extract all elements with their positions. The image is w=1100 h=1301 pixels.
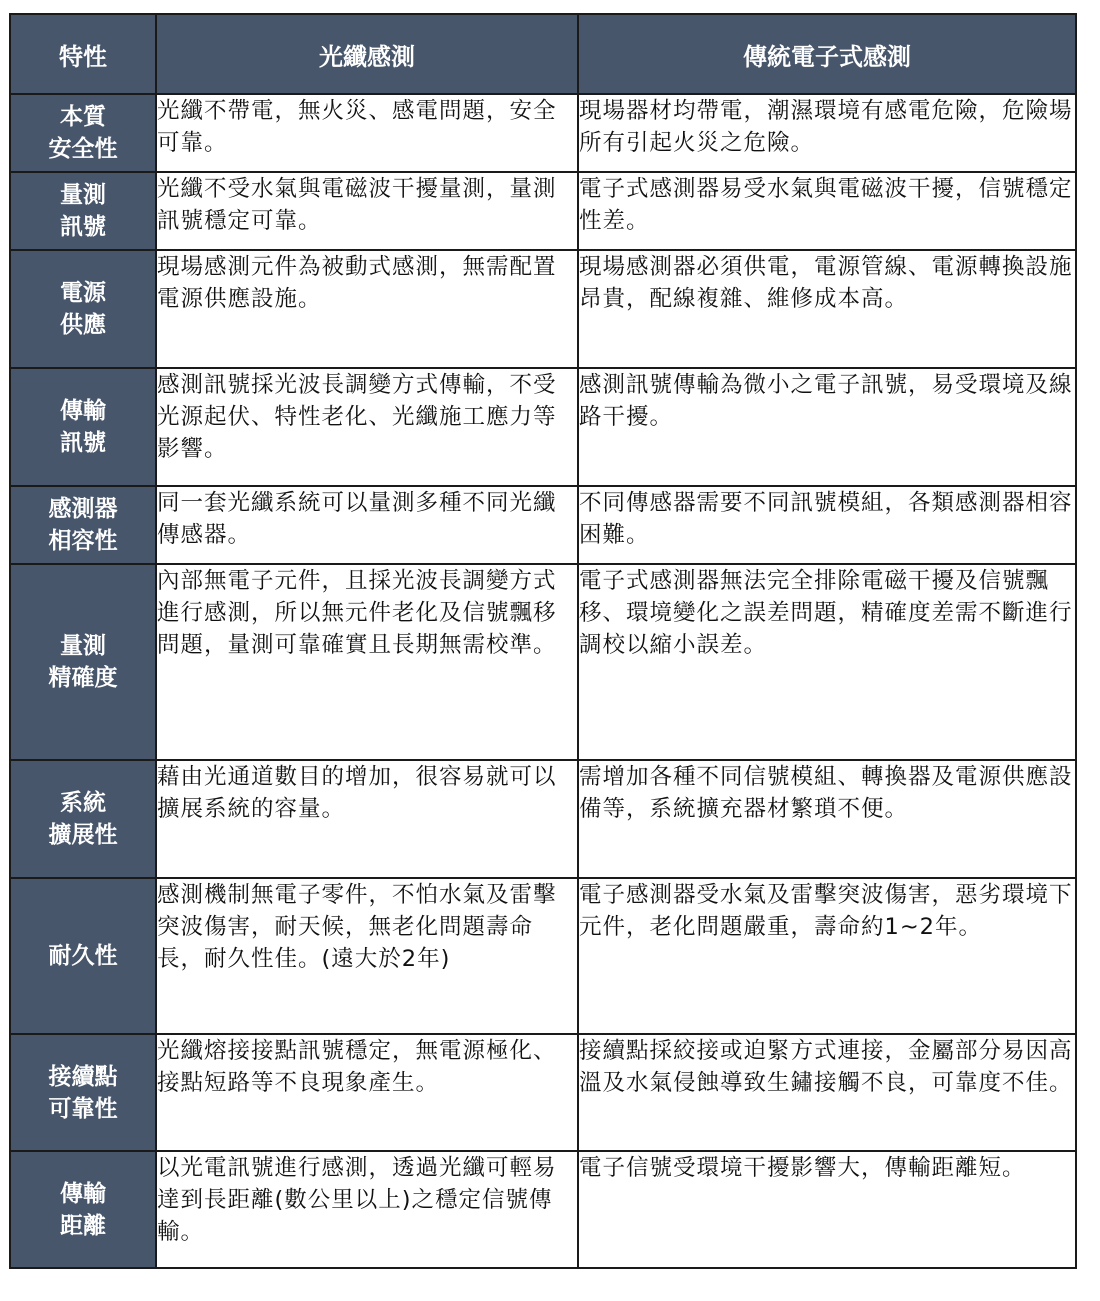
fiber-cell: 光纖熔接接點訊號穩定，無電源極化、接點短路等不良現象產生。 <box>156 1034 578 1151</box>
table-row <box>10 760 1076 878</box>
traditional-cell: 電子式感測器易受水氣與電磁波干擾，信號穩定性差。 <box>578 172 1076 250</box>
table-row <box>10 368 1076 486</box>
header-feature: 特性 <box>10 14 156 94</box>
table-row <box>10 486 1076 564</box>
traditional-cell: 需增加各種不同信號模組、轉換器及電源供應設備等，系統擴充器材繁瑣不便。 <box>578 760 1076 878</box>
row-feature: 電源 供應 <box>10 250 156 368</box>
table-row <box>10 878 1076 1034</box>
comparison-table <box>9 13 1077 1269</box>
fiber-cell: 光纖不帶電，無火災、感電問題，安全可靠。 <box>156 94 578 172</box>
row-feature: 傳輸 訊號 <box>10 368 156 486</box>
fiber-cell: 感測機制無電子零件，不怕水氣及雷擊突波傷害，耐天候，無老化問題壽命長，耐久性佳。(遠大於2年) <box>156 878 578 1034</box>
row-feature: 本質 安全性 <box>10 94 156 172</box>
fiber-cell: 現場感測元件為被動式感測，無需配置電源供應設施。 <box>156 250 578 368</box>
row-feature: 接續點 可靠性 <box>10 1034 156 1151</box>
row-feature: 耐久性 <box>10 878 156 1034</box>
fiber-cell: 感測訊號採光波長調變方式傳輸，不受光源起伏、特性老化、光纖施工應力等影響。 <box>156 368 578 486</box>
header-traditional-sensing: 傳統電子式感測 <box>578 14 1076 94</box>
row-feature: 系統 擴展性 <box>10 760 156 878</box>
table-row <box>10 1034 1076 1151</box>
row-feature: 量測 精確度 <box>10 564 156 760</box>
table-row <box>10 94 1076 172</box>
table-row <box>10 250 1076 368</box>
traditional-cell: 感測訊號傳輸為微小之電子訊號，易受環境及線路干擾。 <box>578 368 1076 486</box>
traditional-cell: 現場感測器必須供電，電源管線、電源轉換設施昂貴，配線複雜、維修成本高。 <box>578 250 1076 368</box>
fiber-cell: 同一套光纖系統可以量測多種不同光纖傳感器。 <box>156 486 578 564</box>
row-feature: 量測 訊號 <box>10 172 156 250</box>
traditional-cell: 電子感測器受水氣及雷擊突波傷害，惡劣環境下元件，老化問題嚴重，壽命約1~2年。 <box>578 878 1076 1034</box>
traditional-cell: 電子式感測器無法完全排除電磁干擾及信號飄移、環境變化之誤差問題，精確度差需不斷進行調校以縮小誤差。 <box>578 564 1076 760</box>
traditional-cell: 接續點採絞接或迫緊方式連接，金屬部分易因高溫及水氣侵蝕導致生鏽接觸不良，可靠度不佳。 <box>578 1034 1076 1151</box>
fiber-cell: 以光電訊號進行感測，透過光纖可輕易達到長距離(數公里以上)之穩定信號傳輸。 <box>156 1151 578 1268</box>
table-row <box>10 564 1076 760</box>
header-row <box>10 14 1076 94</box>
fiber-cell: 藉由光通道數目的增加，很容易就可以擴展系統的容量。 <box>156 760 578 878</box>
traditional-cell: 不同傳感器需要不同訊號模組，各類感測器相容困難。 <box>578 486 1076 564</box>
fiber-cell: 光纖不受水氣與電磁波干擾量測，量測訊號穩定可靠。 <box>156 172 578 250</box>
traditional-cell: 現場器材均帶電，潮濕環境有感電危險，危險場所有引起火災之危險。 <box>578 94 1076 172</box>
row-feature: 感測器 相容性 <box>10 486 156 564</box>
fiber-cell: 內部無電子元件，且採光波長調變方式進行感測，所以無元件老化及信號飄移問題，量測可靠確實且長期無需校準。 <box>156 564 578 760</box>
table-row <box>10 1151 1076 1268</box>
traditional-cell: 電子信號受環境干擾影響大，傳輸距離短。 <box>578 1151 1076 1268</box>
header-fiber-sensing: 光纖感測 <box>156 14 578 94</box>
table-row <box>10 172 1076 250</box>
row-feature: 傳輸 距離 <box>10 1151 156 1268</box>
